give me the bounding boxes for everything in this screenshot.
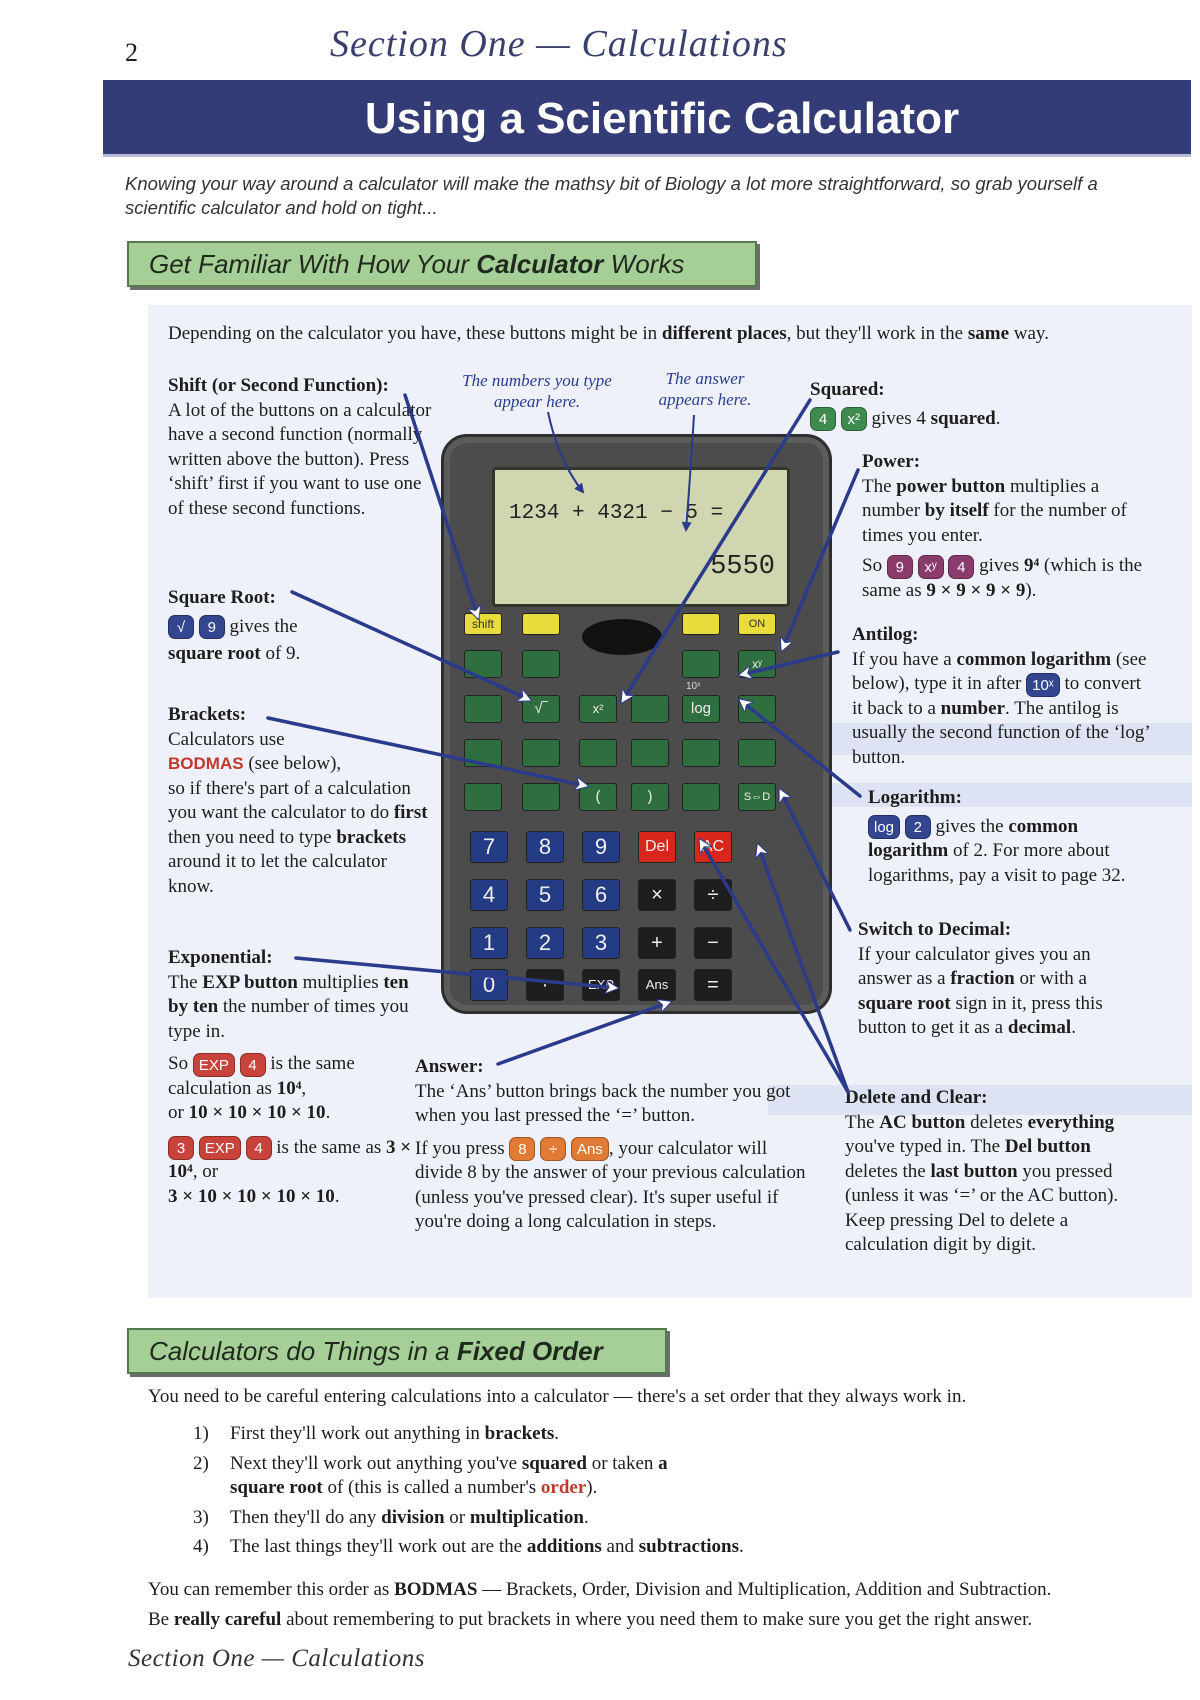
exponential-example2 bbox=[168, 1136, 413, 1210]
text-bold: Del button bbox=[1004, 1136, 1091, 1157]
calculator-illustration bbox=[441, 434, 832, 1014]
text: (see below), bbox=[243, 753, 342, 774]
function-button[interactable] bbox=[682, 650, 720, 678]
screen-result: 5550 bbox=[710, 552, 775, 582]
text: . bbox=[1071, 1017, 1076, 1038]
title-bar bbox=[103, 80, 1191, 157]
text: to convert it back to a bbox=[852, 673, 1141, 719]
divide-button[interactable]: ÷ bbox=[694, 879, 732, 911]
exp-button[interactable]: EXP bbox=[582, 969, 620, 1001]
delete-clear-body bbox=[845, 1111, 1120, 1258]
list-item bbox=[193, 1535, 893, 1560]
brackets-heading: Brackets: bbox=[168, 704, 247, 725]
text: you pressed (unless it was ‘=’ or the AC button). Keep pressing Del to delete a calculation digit by digit. bbox=[845, 1160, 1119, 1255]
shift-button[interactable]: shift bbox=[464, 613, 502, 635]
text: If you press bbox=[415, 1137, 510, 1159]
bodmas-summary bbox=[148, 1575, 1188, 1635]
text: or bbox=[168, 1102, 189, 1124]
text: . The antilog is usually the second function of the ‘log’ button. bbox=[852, 697, 1150, 768]
answer-heading: Answer: bbox=[415, 1056, 484, 1077]
text: Be bbox=[148, 1609, 174, 1630]
text-bold: common bbox=[1008, 815, 1079, 837]
ten-power-x-key-icon: 10ˣ bbox=[1026, 673, 1060, 697]
text: You can remember this order as bbox=[148, 1579, 395, 1600]
annotation-answer-appears: The answer appears here. bbox=[658, 369, 752, 409]
section-header: Section One — Calculations bbox=[330, 23, 788, 65]
text: of 9. bbox=[260, 643, 301, 665]
text: is the same as bbox=[271, 1136, 387, 1158]
text-bold: squared bbox=[930, 407, 996, 429]
antilog-body bbox=[852, 648, 1152, 771]
subheading-text-end: Works bbox=[603, 249, 685, 279]
text: , or bbox=[192, 1161, 219, 1183]
text-bold: multiplication bbox=[469, 1506, 584, 1528]
subheading-bold: Calculator bbox=[476, 249, 604, 279]
squared-line bbox=[810, 407, 1100, 432]
text: . bbox=[325, 1102, 331, 1124]
square-root-button[interactable]: √‾ bbox=[522, 695, 560, 723]
text: , but they'll work in the bbox=[786, 323, 968, 344]
list-number: 4) bbox=[193, 1536, 209, 1557]
text-bold: 10⁴ bbox=[276, 1077, 302, 1099]
antilog-heading: Antilog: bbox=[852, 624, 919, 645]
three-key-icon: 3 bbox=[168, 1136, 194, 1160]
text: Then they'll do any bbox=[230, 1506, 382, 1528]
switch-decimal-body bbox=[858, 943, 1143, 1041]
exponential-block bbox=[168, 946, 413, 1209]
solar-panel bbox=[582, 619, 662, 655]
function-button[interactable] bbox=[464, 739, 502, 767]
text-bold: square root bbox=[168, 643, 261, 665]
text: deletes the bbox=[845, 1160, 931, 1182]
page-title: Using a Scientific Calculator bbox=[364, 94, 960, 143]
text-bold: AC button bbox=[879, 1111, 966, 1133]
text: way. bbox=[1009, 323, 1049, 344]
text-bold: number bbox=[940, 697, 1006, 719]
text-bold: brackets bbox=[336, 826, 406, 848]
shift-heading: Shift (or Second Function): bbox=[168, 375, 389, 396]
nine-key-icon: 9 bbox=[199, 615, 225, 639]
list-number: 3) bbox=[193, 1506, 209, 1528]
log-button[interactable]: log bbox=[682, 695, 720, 723]
logarithm-body bbox=[868, 815, 1168, 889]
text: multiplies a number bbox=[862, 475, 1100, 521]
squared-block bbox=[810, 378, 1100, 431]
text-bold: squared bbox=[521, 1452, 587, 1474]
digit-6-button[interactable]: 6 bbox=[582, 879, 620, 911]
brackets-line2 bbox=[168, 752, 433, 777]
switch-decimal-block bbox=[858, 918, 1143, 1041]
text: gives the bbox=[930, 815, 1009, 837]
text: . bbox=[583, 1506, 589, 1528]
text-bold: ten by ten bbox=[168, 971, 409, 1017]
text: The bbox=[168, 971, 203, 993]
text-bold: square root bbox=[858, 992, 951, 1014]
digit-9-button[interactable]: 9 bbox=[582, 831, 620, 863]
on-button[interactable]: ON bbox=[738, 613, 776, 635]
text-bold: BODMAS bbox=[394, 1579, 478, 1600]
text: The last things they'll work out are the bbox=[230, 1536, 527, 1557]
square-root-block bbox=[168, 586, 408, 667]
subheading-bold: Fixed Order bbox=[456, 1336, 603, 1366]
brackets-body bbox=[168, 777, 433, 900]
four-key-icon: 4 bbox=[948, 555, 974, 579]
text: . bbox=[995, 407, 1001, 429]
function-button[interactable] bbox=[738, 695, 776, 723]
logarithm-block bbox=[868, 786, 1168, 888]
divide-key-icon: ÷ bbox=[540, 1137, 566, 1161]
text: or with a bbox=[1014, 968, 1087, 989]
x-squared-button[interactable]: x² bbox=[579, 695, 617, 723]
text: (which is the same as bbox=[862, 555, 1143, 601]
answer-block bbox=[415, 1055, 815, 1235]
shift-block bbox=[168, 374, 438, 521]
logarithm-heading: Logarithm: bbox=[868, 787, 962, 808]
text: then you need to type bbox=[168, 826, 337, 848]
text: First they'll work out anything in bbox=[230, 1423, 485, 1444]
decimal-point-button[interactable]: · bbox=[526, 969, 564, 1001]
text: , bbox=[301, 1077, 307, 1099]
text-bold: by itself bbox=[924, 500, 989, 521]
yellow-button[interactable] bbox=[682, 613, 720, 635]
four-key-icon: 4 bbox=[240, 1053, 266, 1077]
subheading-calculator-works bbox=[127, 241, 757, 287]
four-key-icon: 4 bbox=[246, 1136, 272, 1160]
brackets-line1: Calculators use bbox=[168, 728, 285, 750]
list-item bbox=[193, 1422, 893, 1447]
text-bold: additions bbox=[526, 1536, 602, 1557]
log-key-icon: log bbox=[868, 815, 900, 839]
text: . bbox=[334, 1185, 340, 1207]
function-button[interactable] bbox=[522, 783, 560, 811]
power-block bbox=[862, 450, 1147, 603]
digit-3-button[interactable]: 3 bbox=[582, 927, 620, 959]
multiply-button[interactable]: × bbox=[638, 879, 676, 911]
text-bold: everything bbox=[1027, 1111, 1115, 1133]
text-bold: different places bbox=[661, 323, 787, 344]
subheading-text: Get Familiar With How Your bbox=[149, 249, 477, 279]
sqrt-key-icon: √ bbox=[168, 615, 194, 639]
text: of 2. For more about logarithms, pay a visit to page 32. bbox=[868, 840, 1126, 886]
text-bold: subtractions bbox=[638, 1536, 740, 1557]
function-button[interactable] bbox=[631, 695, 669, 723]
text: around it to let the calculator know. bbox=[168, 851, 387, 897]
text: or taken bbox=[586, 1452, 659, 1474]
equals-button[interactable]: = bbox=[694, 969, 732, 1001]
open-bracket-button[interactable]: ( bbox=[579, 783, 617, 811]
text: If your calculator gives you an answer as a bbox=[858, 943, 1091, 989]
answer-body1: The ‘Ans’ button brings back the number you got when you last pressed the ‘=’ button. bbox=[415, 1080, 791, 1126]
yellow-button[interactable] bbox=[522, 613, 560, 635]
eight-key-icon: 8 bbox=[509, 1137, 535, 1161]
ten-power-x-label: 10ˣ bbox=[686, 681, 701, 692]
function-button[interactable] bbox=[682, 739, 720, 767]
squared-heading: Squared: bbox=[810, 379, 885, 400]
nine-key-icon: 9 bbox=[887, 555, 913, 579]
text: If you have a bbox=[852, 648, 957, 670]
text: about remembering to put brackets in where you need them to make sure you get the right answer. bbox=[281, 1609, 1033, 1630]
text: — Brackets, Order, Division and Multiplication, Addition and Subtraction. bbox=[477, 1579, 1052, 1600]
text-bold: common logarithm bbox=[956, 648, 1112, 670]
text: gives the bbox=[224, 615, 298, 637]
screen-input: 1234 + 4321 − 5 = bbox=[509, 502, 724, 525]
text: sign in it, press this button to get it as a bbox=[858, 992, 1103, 1038]
subheading-text: Calculators do Things in a bbox=[149, 1336, 457, 1366]
text-bold: last button bbox=[930, 1160, 1018, 1182]
delete-clear-block bbox=[845, 1086, 1120, 1258]
function-button[interactable] bbox=[738, 739, 776, 767]
text-bold: 9⁴ bbox=[1023, 555, 1040, 576]
power-heading: Power: bbox=[862, 451, 921, 472]
square-root-line2 bbox=[168, 642, 408, 667]
text-bold: a square root bbox=[230, 1452, 668, 1498]
text-bold: 3 × 10 × 10 × 10 × 10 bbox=[168, 1185, 335, 1207]
text: Depending on the calculator you have, these buttons might be in bbox=[168, 323, 662, 344]
text: , your calculator will divide 8 by the answer of your previous calculation (unless you've pressed clear). It's super useful if you're doing a long calculation in steps. bbox=[415, 1137, 806, 1233]
footer-section: Section One — Calculations bbox=[128, 1645, 425, 1672]
text-bold: power button bbox=[896, 475, 1006, 497]
bodmas-line1 bbox=[148, 1575, 1188, 1605]
ans-key-icon: Ans bbox=[571, 1137, 609, 1161]
text: So bbox=[862, 555, 887, 576]
digit-1-button[interactable]: 1 bbox=[470, 927, 508, 959]
text: multiplies bbox=[297, 971, 384, 993]
two-key-icon: 2 bbox=[905, 815, 931, 839]
answer-body2 bbox=[415, 1137, 815, 1235]
text-bold: first bbox=[393, 802, 428, 823]
exponential-example1 bbox=[168, 1052, 413, 1126]
plus-button[interactable]: + bbox=[638, 927, 676, 959]
function-button[interactable] bbox=[522, 650, 560, 678]
switch-decimal-button[interactable]: S⇔D bbox=[738, 783, 776, 811]
subheading-fixed-order bbox=[127, 1328, 667, 1374]
shift-body: A lot of the buttons on a calculator have a second function (normally written above the button). Press ‘shift’ first if you want to use one of these second functions. bbox=[168, 399, 432, 519]
text: . bbox=[554, 1423, 560, 1444]
four-key-icon: 4 bbox=[810, 407, 836, 431]
function-button[interactable] bbox=[682, 783, 720, 811]
exp-key-icon: EXP bbox=[199, 1136, 241, 1160]
delete-clear-heading: Delete and Clear: bbox=[845, 1087, 988, 1108]
list-number: 1) bbox=[193, 1423, 209, 1444]
text: is the same calculation as bbox=[168, 1053, 355, 1099]
power-body bbox=[862, 475, 1147, 549]
bodmas-text: BODMAS bbox=[168, 754, 244, 773]
text-bold: 3 × 10⁴ bbox=[168, 1136, 412, 1183]
text-bold: logarithm bbox=[868, 840, 949, 862]
order-list bbox=[193, 1422, 893, 1565]
text: gives 4 bbox=[866, 407, 931, 429]
switch-decimal-heading: Switch to Decimal: bbox=[858, 919, 1012, 940]
bodmas-line2 bbox=[148, 1605, 1188, 1635]
function-button[interactable] bbox=[631, 739, 669, 767]
x-squared-key-icon: x² bbox=[841, 407, 867, 431]
function-button[interactable] bbox=[522, 739, 560, 767]
x-power-y-key-icon: xʸ bbox=[918, 555, 944, 579]
text: so if there's part of a calculation you want the calculator to do bbox=[168, 777, 411, 823]
digit-7-button[interactable]: 7 bbox=[470, 831, 508, 863]
list-item bbox=[193, 1506, 893, 1531]
text: you've typed in. bbox=[845, 1136, 971, 1157]
power-example bbox=[862, 554, 1147, 603]
text: for the number of times you enter. bbox=[862, 500, 1127, 546]
text-bold: EXP button bbox=[202, 971, 298, 993]
text: (see below), type it in after bbox=[852, 648, 1147, 694]
square-root-line bbox=[168, 615, 408, 640]
digit-2-button[interactable]: 2 bbox=[526, 927, 564, 959]
intro-text: Knowing your way around a calculator will make the mathsy bit of Biology a lot more straightforward, so grab yourself a scientific calculator and hold on tight... bbox=[125, 173, 1098, 218]
text-bold: fraction bbox=[950, 968, 1015, 989]
text: ). bbox=[1025, 579, 1037, 601]
text: of (this is called a number's bbox=[322, 1477, 541, 1498]
digit-4-button[interactable]: 4 bbox=[470, 879, 508, 911]
text: . bbox=[739, 1536, 744, 1557]
text: The bbox=[845, 1111, 880, 1133]
antilog-block bbox=[852, 623, 1152, 770]
square-root-heading: Square Root: bbox=[168, 587, 276, 608]
function-button[interactable] bbox=[464, 695, 502, 723]
function-button[interactable] bbox=[579, 739, 617, 767]
text: ). bbox=[586, 1477, 598, 1498]
text-bold: same bbox=[967, 323, 1010, 344]
delete-button[interactable]: Del bbox=[638, 831, 676, 863]
digit-0-button[interactable]: 0 bbox=[470, 969, 508, 1001]
calculator-screen bbox=[492, 467, 790, 607]
order-intro: You need to be careful entering calculations into a calculator — there's a set order that they always work in. bbox=[148, 1386, 967, 1407]
digit-8-button[interactable]: 8 bbox=[526, 831, 564, 863]
exp-key-icon: EXP bbox=[193, 1053, 235, 1077]
text: the number of times you type in. bbox=[168, 996, 409, 1042]
page-number: 2 bbox=[125, 38, 138, 67]
annotation-numbers-typed: The numbers you type appear here. bbox=[462, 371, 612, 411]
text: So bbox=[168, 1053, 193, 1074]
text: deletes bbox=[965, 1111, 1028, 1133]
list-number: 2) bbox=[193, 1452, 209, 1474]
text-bold: division bbox=[381, 1506, 445, 1528]
minus-button[interactable]: − bbox=[694, 927, 732, 959]
text-bold: really careful bbox=[173, 1609, 282, 1630]
text: Next they'll work out anything you've bbox=[230, 1452, 522, 1474]
close-bracket-button[interactable]: ) bbox=[631, 783, 669, 811]
x-power-y-button[interactable]: xʸ bbox=[738, 650, 776, 678]
text: and bbox=[601, 1536, 639, 1557]
text-bold: 9 × 9 × 9 × 9 bbox=[926, 579, 1026, 601]
text: The bbox=[862, 475, 897, 497]
brackets-block bbox=[168, 703, 433, 899]
panel-intro bbox=[168, 322, 1178, 347]
text-bold: brackets bbox=[484, 1423, 555, 1444]
text: or bbox=[444, 1506, 470, 1528]
text: The bbox=[970, 1136, 1005, 1157]
text-bold: decimal bbox=[1007, 1017, 1072, 1038]
exponential-heading: Exponential: bbox=[168, 947, 273, 968]
function-button[interactable] bbox=[464, 650, 502, 678]
all-clear-button[interactable]: AC bbox=[694, 831, 732, 863]
text-red: order bbox=[540, 1477, 587, 1498]
function-button[interactable] bbox=[464, 783, 502, 811]
text-bold: 10 × 10 × 10 × 10 bbox=[188, 1102, 326, 1124]
exponential-body bbox=[168, 971, 413, 1045]
ans-button[interactable]: Ans bbox=[638, 969, 676, 1001]
list-item bbox=[193, 1452, 893, 1501]
text: gives bbox=[974, 555, 1024, 576]
digit-5-button[interactable]: 5 bbox=[526, 879, 564, 911]
